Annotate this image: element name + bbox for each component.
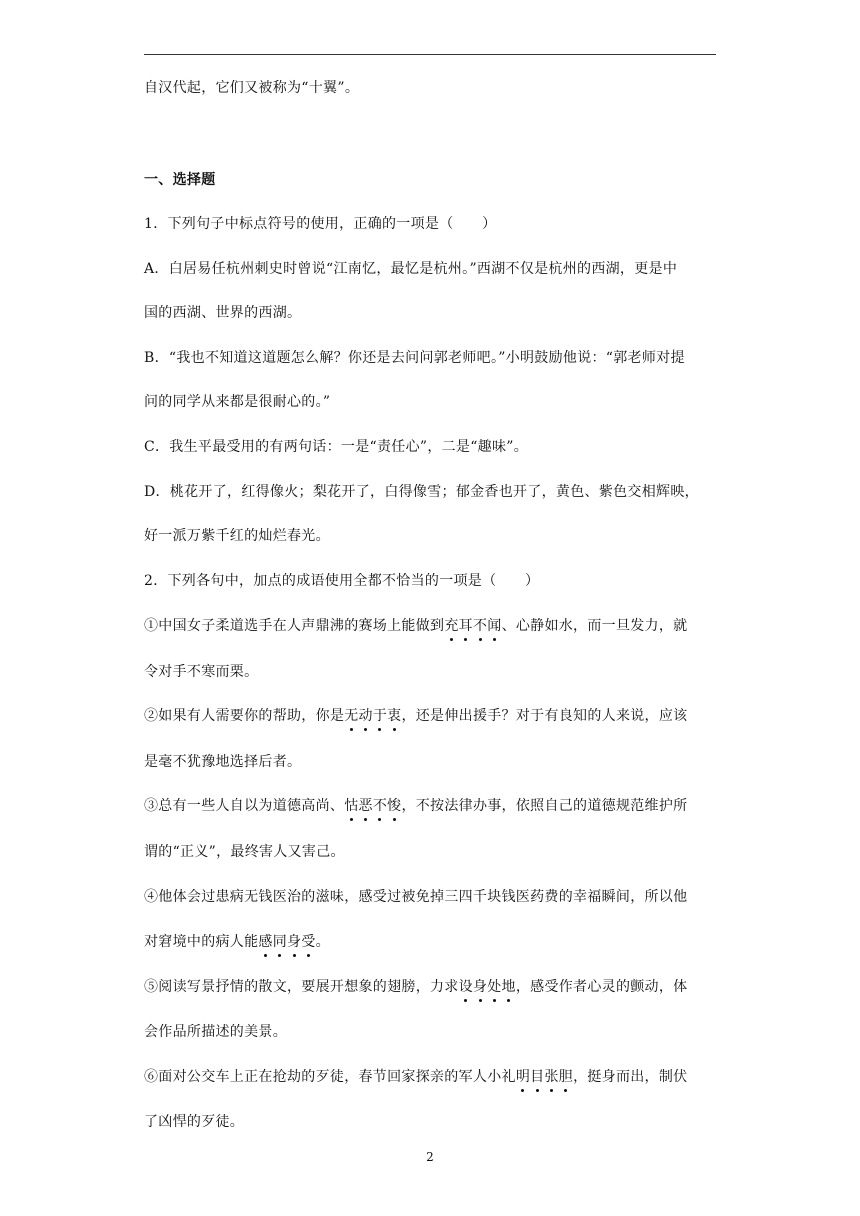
- text-segment: 。: [315, 934, 330, 950]
- text-segment: 、心静如水，而一旦发力，就: [501, 618, 688, 634]
- emphasized-idiom: [444, 618, 501, 634]
- text-segment: ①中国女子柔道选手在人声鼎沸的赛场上能做到: [144, 618, 445, 634]
- dotted-char: 不: [372, 798, 388, 814]
- dotted-char: 处: [487, 979, 502, 995]
- dotted-char: 身: [472, 979, 488, 995]
- dotted-char: 恶: [358, 798, 373, 814]
- dotted-char: 目: [530, 1069, 545, 1085]
- dotted-char: 于: [372, 708, 388, 724]
- dotted-char: 充: [444, 618, 459, 634]
- text-line: [144, 932, 330, 952]
- dotted-char: 耳: [458, 618, 473, 634]
- text-line: 令对手不寒而栗。: [144, 664, 259, 680]
- emphasized-idiom: [258, 934, 315, 950]
- text-line: ④他体会过患病无钱医治的滋味，感受过被免掉三四千块钱医药费的幸福瞬间，所以他: [144, 889, 688, 905]
- text-line: 问的同学从来都是很耐心的。”: [144, 394, 331, 410]
- dotted-char: 身: [287, 934, 302, 950]
- text-line: C．我生平最受用的有两句话：一是“责任心”，二是“趣味”。: [144, 439, 529, 455]
- emphasized-idiom: [344, 798, 401, 814]
- text-line: 会作品所描述的美景。: [144, 1024, 287, 1040]
- dotted-char: 地: [501, 979, 516, 995]
- text-line: [144, 796, 687, 816]
- dotted-char: 同: [272, 934, 288, 950]
- text-segment: ，不按法律办事，依照自己的道德规范维护所: [401, 798, 688, 814]
- dotted-char: 无: [344, 708, 359, 724]
- text-line: 国的西湖、世界的西湖。: [144, 305, 302, 321]
- text-segment: ⑥面对公交车上正在抢劫的歹徒，春节回家探亲的军人小礼: [144, 1069, 516, 1085]
- text-line: 谓的“正义”，最终害人又害己。: [144, 844, 345, 860]
- section-heading: 一、选择题: [144, 172, 216, 188]
- dotted-char: 闻: [487, 618, 502, 634]
- text-segment: ⑤阅读写景抒情的散文，要展开想象的翅膀，力求: [144, 979, 459, 995]
- text-segment: ②如果有人需要你的帮助，你是: [144, 708, 345, 724]
- dotted-char: 怙: [344, 798, 359, 814]
- text-line: B．“我也不知道这道题怎么解？你还是去问问郭老师吧。”小明鼓励他说：“郭老师对提: [144, 350, 685, 366]
- text-line: D．桃花开了，红得像火；梨花开了，白得像雪；郁金香也开了，黄色、紫色交相辉映，: [144, 484, 699, 500]
- dotted-char: 明: [515, 1069, 531, 1085]
- emphasized-idiom: [459, 979, 516, 995]
- dotted-char: 不: [472, 618, 488, 634]
- text-line: [144, 1067, 687, 1087]
- emphasized-idiom: [344, 708, 401, 724]
- text-segment: ，感受作者心灵的颤动，体: [515, 979, 688, 995]
- dotted-char: 设: [458, 979, 473, 995]
- text-line: 1．下列句子中标点符号的使用，正确的一项是（ ）: [144, 216, 497, 232]
- text-segment: ，挺身而出，制伏: [573, 1069, 688, 1085]
- text-line: 是毫不犹豫地选择后者。: [144, 754, 302, 770]
- text-segment: ，还是伸出援手？对于有良知的人来说，应该: [401, 708, 688, 724]
- text-line: 了凶悍的歹徒。: [144, 1114, 245, 1130]
- text-line: A．白居易任杭州刺史时曾说“江南忆，最忆是杭州。”西湖不仅是杭州的西湖，更是中: [144, 261, 678, 277]
- text-segment: 对窘境中的病人能: [144, 934, 259, 950]
- dotted-char: 悛: [387, 798, 402, 814]
- dotted-char: 感: [258, 934, 273, 950]
- text-line: [144, 977, 687, 997]
- text-line: [144, 616, 687, 636]
- text-line: 好一派万紫千红的灿烂春光。: [144, 528, 330, 544]
- dotted-char: 衷: [387, 708, 402, 724]
- emphasized-idiom: [516, 1069, 573, 1085]
- page-number: 2: [426, 1150, 434, 1164]
- text-line: 2．下列各句中，加点的成语使用全都不恰当的一项是（ ）: [144, 573, 540, 589]
- dotted-char: 张: [544, 1069, 559, 1085]
- dotted-char: 动: [358, 708, 373, 724]
- header-rule: [144, 54, 716, 55]
- text-line: [144, 706, 687, 726]
- dotted-char: 受: [301, 934, 316, 950]
- text-line: 自汉代起，它们又被称为“十翼”。: [144, 80, 360, 96]
- text-segment: ③总有一些人自以为道德高尚、: [144, 798, 345, 814]
- dotted-char: 胆: [558, 1069, 574, 1085]
